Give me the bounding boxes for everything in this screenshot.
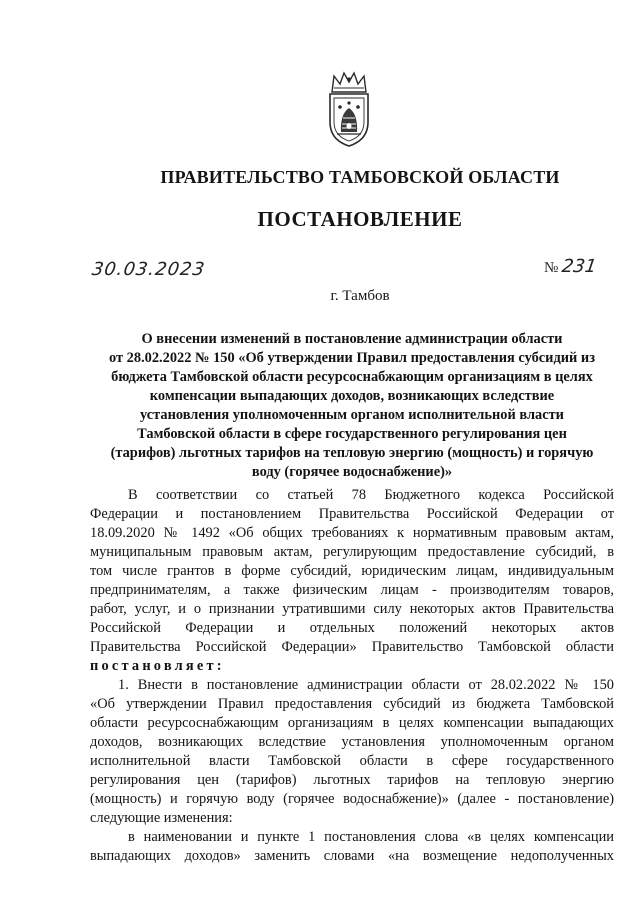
title-line: Тамбовской области в сфере государственного регулирования цен <box>137 426 567 442</box>
title-line: установления уполномоченным органом исполнительной власти <box>140 407 564 423</box>
body-line: Федерации и постановлением Правительства Российской Федерации от <box>90 506 614 522</box>
title-line: бюджета Тамбовской области ресурсоснабжающим организациям в целях <box>111 369 593 385</box>
body-line: (мощность) и горячую воду (горячее водоснабжение)» (далее - постановление) <box>90 791 614 807</box>
body-line: в наименовании и пункте 1 постановления слова «в целях компенсации <box>128 829 614 845</box>
government-name: ПРАВИТЕЛЬСТВО ТАМБОВСКОЙ ОБЛАСТИ <box>160 167 560 187</box>
document-type: ПОСТАНОВЛЕНИЕ <box>257 207 463 231</box>
body-line: исполнительной власти Тамбовской области в сфере государственного <box>90 753 614 769</box>
document-title <box>86 330 618 482</box>
body-line: доходов, возникающих вследствие установления уполномоченным органом <box>90 734 614 750</box>
body-line: том числе грантов в форме субсидий, юридическим лицам, индивидуальным <box>90 563 614 579</box>
document-date: 30.03.2023 <box>90 259 207 280</box>
title-line: от 28.02.2022 № 150 «Об утверждении Правил предоставления субсидий из <box>109 350 595 366</box>
body-line: муниципальным правовым актам, регулирующим предоставление субсидий, в <box>90 544 614 560</box>
title-line: воду (горячее водоснабжение)» <box>251 464 453 480</box>
body-line: регулирования цен (тарифов) льготных тарифов на тепловую энергию <box>90 772 614 788</box>
body-line: следующие изменения: <box>90 810 233 826</box>
resolution-word: постановляет: <box>90 658 225 674</box>
title-line: (тарифов) льготных тарифов на тепловую энергию (мощность) и горячую <box>110 445 594 461</box>
body-line: В соответствии со статьей 78 Бюджетного кодекса Российской <box>128 487 614 503</box>
number-value: 231 <box>560 256 599 277</box>
body-line: выпадающих доходов» заменить словами «на возмещение недополученных <box>90 848 614 864</box>
document-number <box>544 256 597 277</box>
city-name: г. Тамбов <box>330 288 390 304</box>
body-line: предпринимателям, а также физическим лицам - производителям товаров, <box>90 582 614 598</box>
title-line: компенсации выпадающих доходов, возникающих вследствие <box>149 388 555 404</box>
body-line: Правительства Российской Федерации» Правительство Тамбовской области <box>90 639 614 655</box>
body-line: области ресурсоснабжающим организациям в целях компенсации выпадающих <box>90 715 614 731</box>
title-line: О внесении изменений в постановление администрации области <box>141 331 563 347</box>
tambov-coat-of-arms-icon <box>326 70 372 148</box>
body-line: Российской Федерации и отдельных положений некоторых актов <box>90 620 614 636</box>
body-line: работ, услуг, и о признании утратившими силу некоторых актов Правительства <box>90 601 614 617</box>
number-sign: № <box>544 260 559 276</box>
body-line: «Об утверждении Правил предоставления субсидий из бюджета Тамбовской <box>90 696 614 712</box>
body-line: 1. Внести в постановление администрации области от 28.02.2022 № 150 <box>118 677 614 693</box>
document-body <box>90 486 614 866</box>
body-line: 18.09.2020 № 1492 «Об общих требованиях к нормативным правовым актам, <box>90 525 614 541</box>
